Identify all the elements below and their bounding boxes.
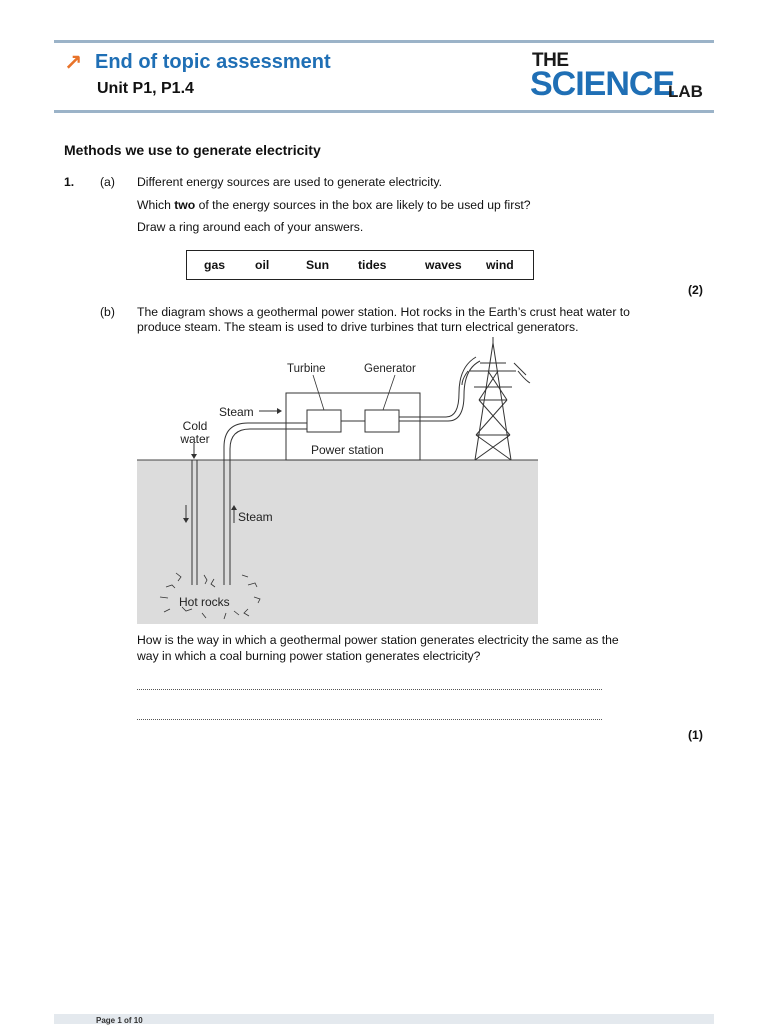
label-steam-top: Steam bbox=[219, 405, 254, 419]
answer-line-2[interactable] bbox=[137, 719, 602, 720]
label-generator: Generator bbox=[364, 363, 416, 375]
part-a-line1: Different energy sources are used to generate electricity. bbox=[137, 175, 443, 189]
part-b-marks: (1) bbox=[688, 728, 703, 742]
part-b-label: (b) bbox=[100, 305, 115, 319]
option-wind[interactable]: wind bbox=[486, 258, 514, 272]
part-b-question-line1: How is the way in which a geothermal power station generates electricity the same as the bbox=[137, 633, 619, 647]
logo-lab: LAB bbox=[668, 82, 703, 101]
label-turbine: Turbine bbox=[287, 363, 326, 375]
label-power-station: Power station bbox=[311, 443, 384, 457]
generator-box bbox=[365, 410, 399, 432]
unit-label: Unit P1, P1.4 bbox=[97, 80, 194, 97]
part-a-line3: Draw a ring around each of your answers. bbox=[137, 220, 364, 234]
header-top-rule bbox=[54, 40, 714, 43]
part-b-line2: produce steam. The steam is used to drive turbines that turn electrical generators. bbox=[137, 320, 579, 334]
part-b-question-line2: way in which a coal burning power station generates electricity? bbox=[137, 649, 481, 663]
page-number: Page 1 of 10 bbox=[96, 1016, 143, 1025]
option-oil[interactable]: oil bbox=[255, 258, 270, 272]
part-a-line2-pre: Which bbox=[137, 198, 175, 212]
pylon bbox=[462, 337, 530, 460]
geothermal-diagram bbox=[130, 335, 550, 630]
option-waves[interactable]: waves bbox=[425, 258, 462, 272]
part-a-marks: (2) bbox=[688, 283, 703, 297]
turbine-box bbox=[307, 410, 341, 432]
label-hot-rocks: Hot rocks bbox=[179, 595, 230, 609]
footer-bar bbox=[54, 1014, 714, 1024]
option-gas[interactable]: gas bbox=[204, 258, 226, 272]
cold-water-arrowhead bbox=[191, 454, 197, 459]
document-title: End of topic assessment bbox=[95, 51, 331, 73]
logo-science: SCIENCE bbox=[530, 65, 675, 103]
label-cold: Cold bbox=[182, 419, 208, 433]
part-a-line2-bold: two bbox=[174, 198, 196, 212]
question-number: 1. bbox=[64, 175, 75, 189]
part-a-line2-post: of the energy sources in the box are likely to be used up first? bbox=[195, 198, 531, 212]
label-water: water bbox=[180, 432, 210, 446]
option-sun[interactable]: Sun bbox=[306, 258, 330, 272]
logo-the: THE bbox=[532, 50, 569, 71]
label-steam-pipe: Steam bbox=[238, 510, 273, 524]
option-tides[interactable]: tides bbox=[358, 258, 387, 272]
steam-top-arrowhead bbox=[277, 408, 282, 414]
header-bottom-rule bbox=[54, 110, 714, 113]
answer-line-1[interactable] bbox=[137, 689, 602, 690]
section-title: Methods we use to generate electricity bbox=[64, 142, 321, 158]
part-a-label: (a) bbox=[100, 175, 115, 189]
part-a-line2 bbox=[137, 198, 531, 213]
part-b-line1: The diagram shows a geothermal power station. Hot rocks in the Earth’s crust heat water to bbox=[137, 305, 630, 319]
arrow-icon: ↗ bbox=[64, 50, 83, 75]
